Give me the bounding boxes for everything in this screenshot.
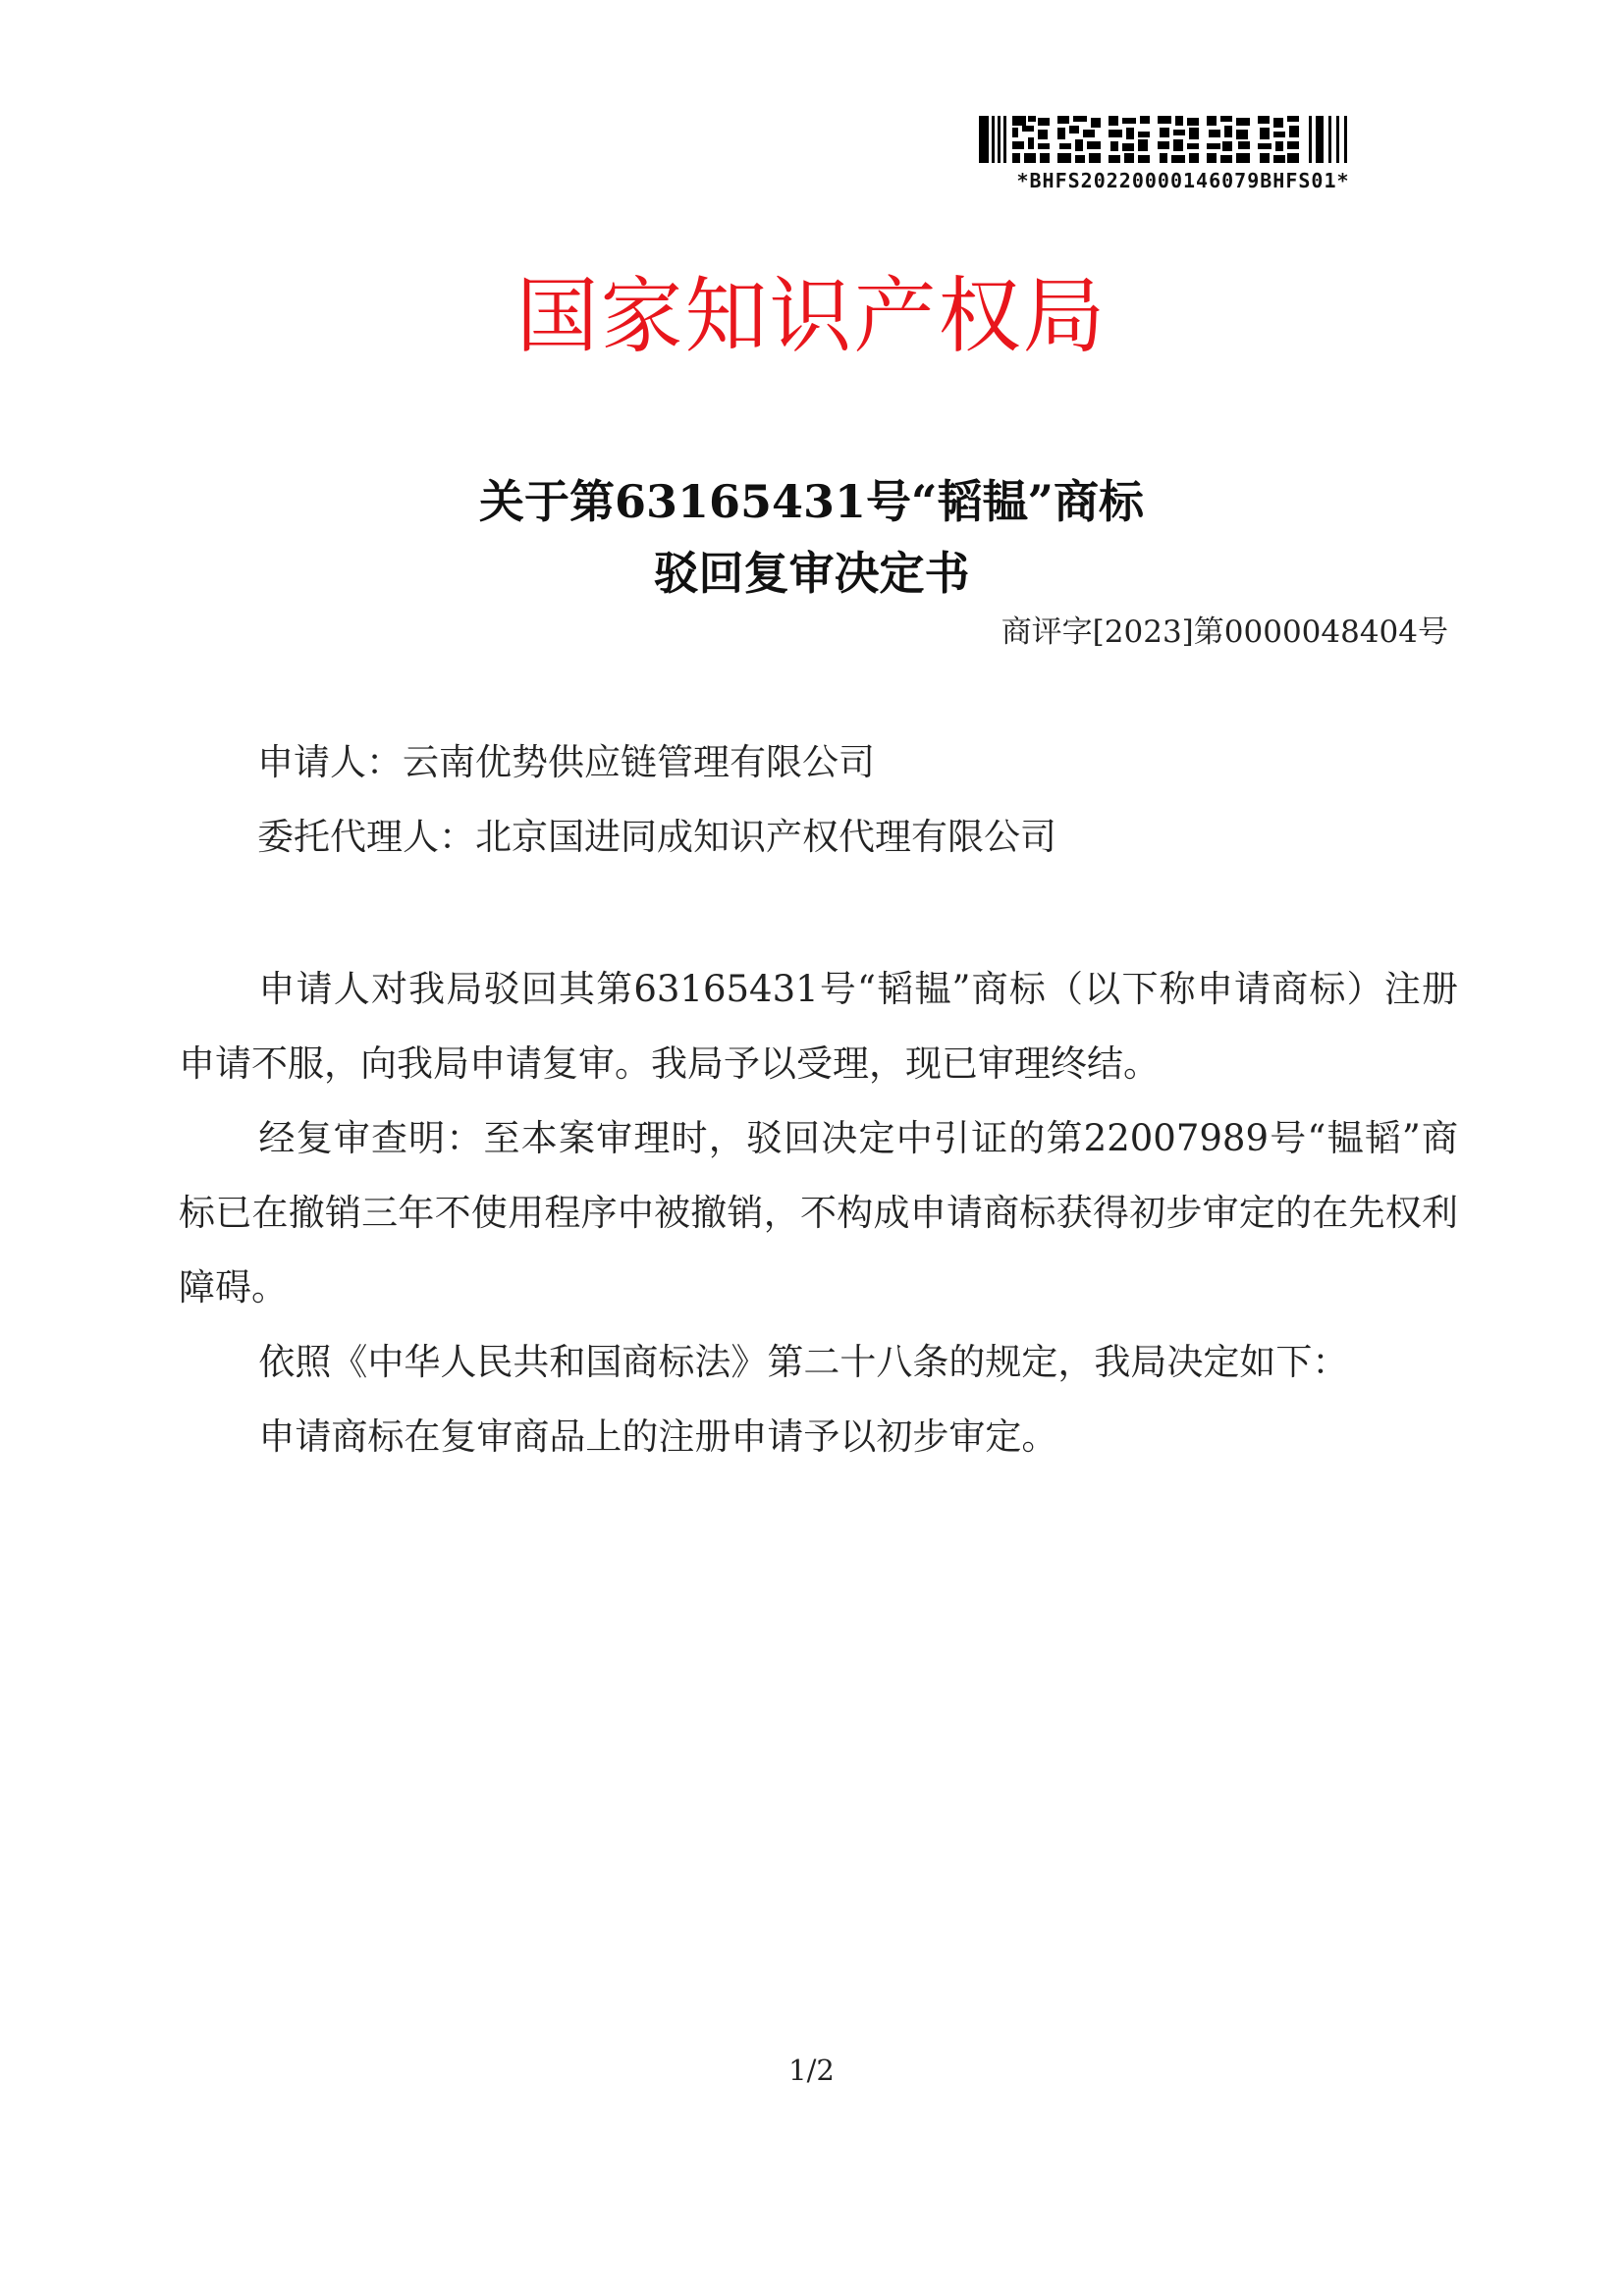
- body-paragraph: 申请人对我局驳回其第63165431号“韬韫”商标（以下称申请商标）注册申请不服，向我局申请复审。我局予以受理，现已审理终结。: [179, 968, 1458, 1085]
- document-title-line1: 关于第63165431号“韬韫”商标: [479, 475, 1144, 528]
- applicant-line: 申请人：云南优势供应链管理有限公司: [257, 741, 875, 783]
- document-title-line2: 驳回复审决定书: [653, 547, 970, 600]
- agency-title: 国家知识产权局: [515, 268, 1108, 364]
- document-barcode: [977, 116, 1389, 194]
- body-paragraph: 申请商标在复审商品上的注册申请予以初步审定。: [258, 1415, 1058, 1458]
- body-paragraph: 依照《中华人民共和国商标法》第二十八条的规定，我局决定如下：: [258, 1341, 1349, 1383]
- page-number: 1/2: [788, 2054, 835, 2087]
- barcode-graphic: [977, 116, 1389, 163]
- barcode-number: *BHFS20220000146079BHFS01*: [1016, 169, 1350, 192]
- decision-body: [179, 952, 1458, 1474]
- body-paragraph: 经复审查明：至本案审理时，驳回决定中引证的第22007989号“韫韬”商标已在撤销三年不使用程序中被撤销，不构成申请商标获得初步审定的在先权利障碍。: [179, 1117, 1458, 1308]
- agent-line: 委托代理人：北京国进同成知识产权代理有限公司: [257, 816, 1056, 858]
- document-number: 商评字[2023]第0000048404号: [1001, 614, 1448, 650]
